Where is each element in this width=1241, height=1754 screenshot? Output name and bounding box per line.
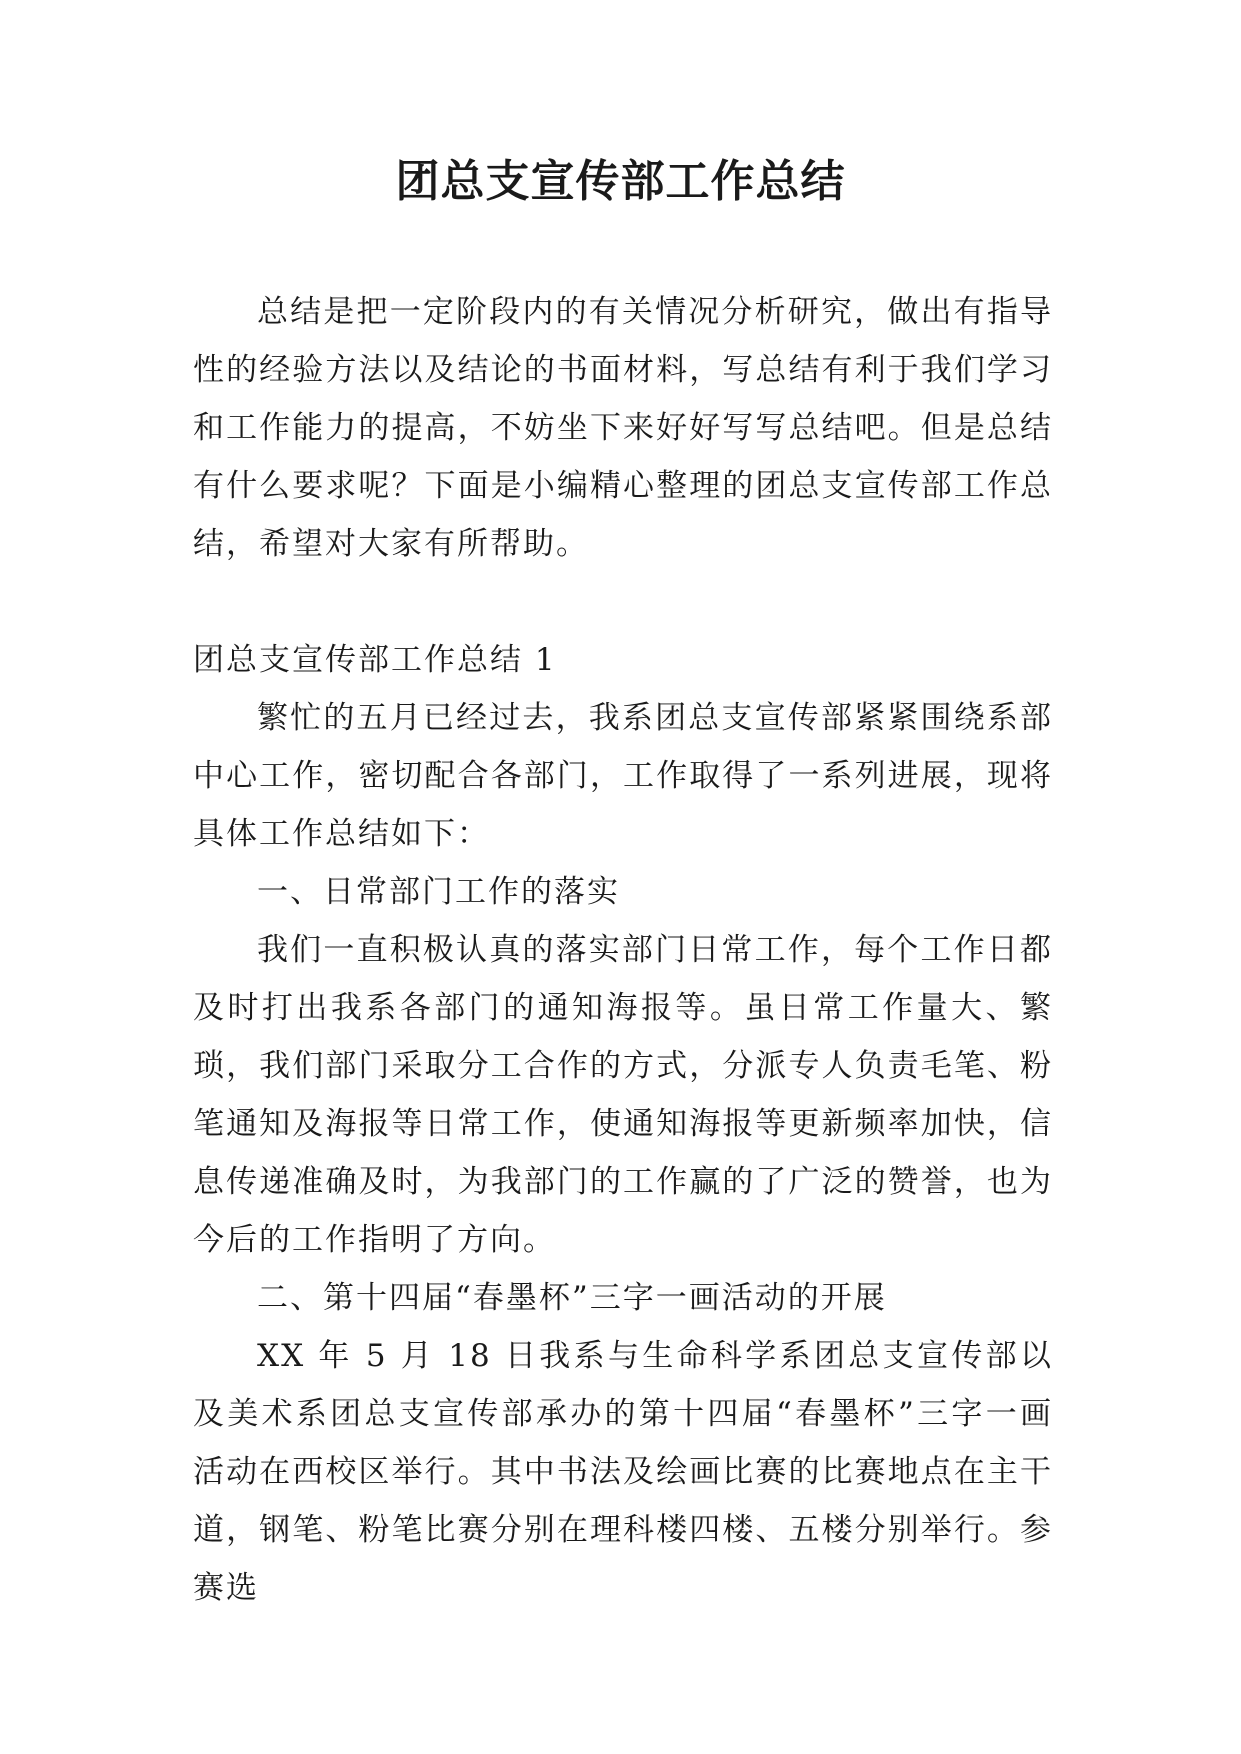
subheading-event: 二、第十四届“春墨杯”三字一画活动的开展	[257, 1280, 887, 1316]
paragraph-daily-work: 我们一直积极认真的落实部门日常工作，每个工作日都及时打出我系各部门的通知海报等。虽日常工作量大、繁琐，我们部门采取分工合作的方式，分派专人负责毛笔、粉笔通知及海报等日常工作，使通知海报等更新频率加快，信息传递准确及时，为我部门的工作赢的了广泛的赞誉，也为今后的工作指明了方向。	[193, 932, 1053, 1258]
document-title: 团总支宣传部工作总结	[395, 156, 846, 207]
intro-paragraph: 总结是把一定阶段内的有关情况分析研究，做出有指导性的经验方法以及结论的书面材料，写总结有利于我们学习和工作能力的提高，不妨坐下来好好写写总结吧。但是总结有什么要求呢？下面是小编精心整理的团总支宣传部工作总结，希望对大家有所帮助。	[193, 294, 1053, 562]
subheading-daily-work: 一、日常部门工作的落实	[257, 874, 620, 910]
section-heading: 团总支宣传部工作总结 1	[193, 642, 557, 678]
paragraph-overview: 繁忙的五月已经过去，我系团总支宣传部紧紧围绕系部中心工作，密切配合各部门，工作取得了一系列进展，现将具体工作总结如下：	[193, 700, 1053, 852]
paragraph-event: XX 年 5 月 18 日我系与生命科学系团总支宣传部以及美术系团总支宣传部承办的第十四届“春墨杯”三字一画活动在西校区举行。其中书法及绘画比赛的比赛地点在主干道，钢笔、粉笔比赛分别在理科楼四楼、五楼分别举行。参赛选	[193, 1338, 1053, 1606]
document-body	[193, 283, 1053, 1617]
